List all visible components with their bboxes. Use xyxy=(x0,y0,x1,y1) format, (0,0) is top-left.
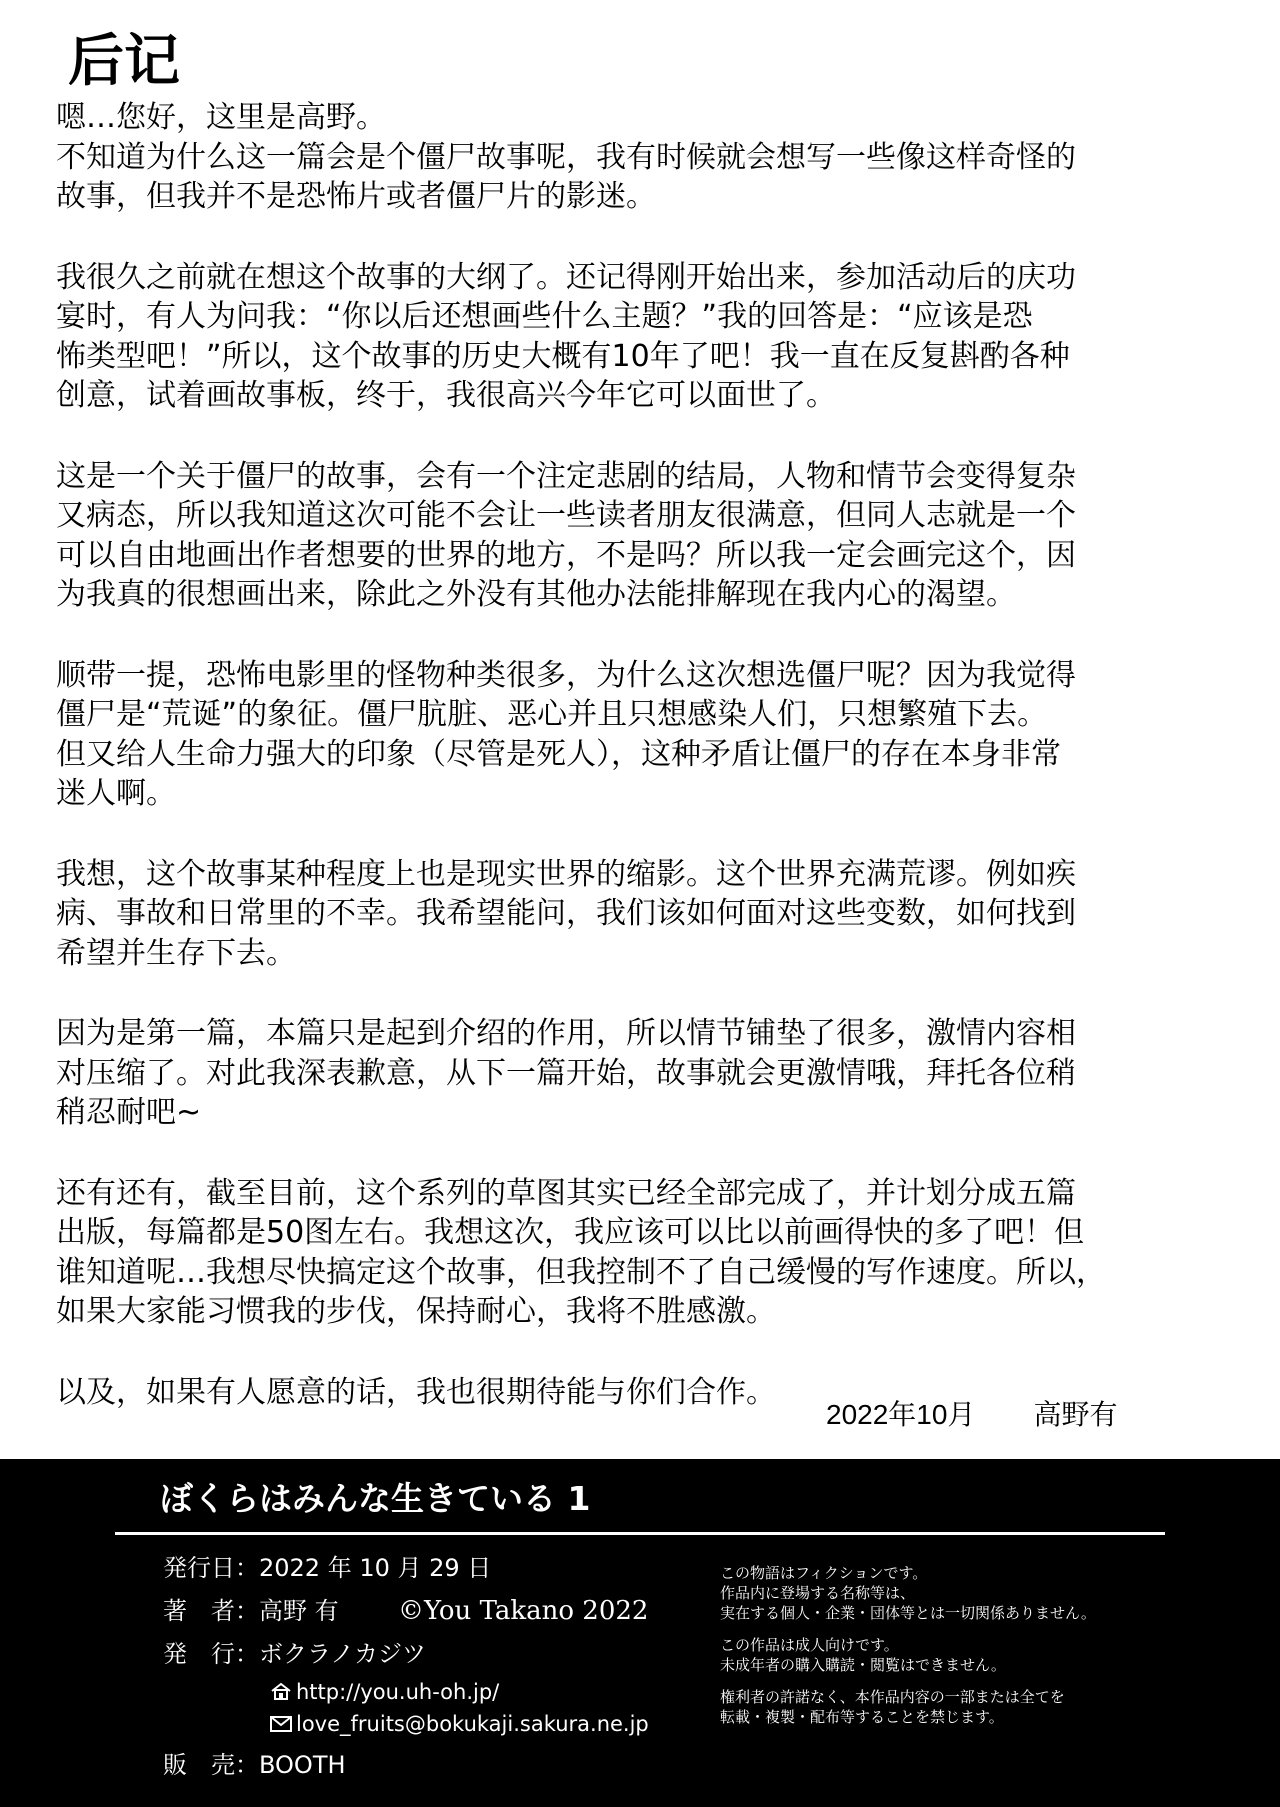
paragraph-line: 谁知道呢…我想尽快搞定这个故事，但我控制不了自己缓慢的写作速度。所以， xyxy=(56,1254,1106,1290)
afterword-paragraph xyxy=(56,98,1236,217)
disclaimer-line: 実在する個人・企業・団体等とは一切関係ありません。 xyxy=(720,1604,1096,1622)
disclaimer-line: 権利者の許諾なく、本作品内容の一部または全てを xyxy=(720,1688,1065,1706)
paragraph-line: 希望并生存下去。 xyxy=(56,935,296,971)
paragraph-line: 迷人啊。 xyxy=(56,776,176,811)
paragraph-line: 可以自由地画出作者想要的世界的地方，不是吗？所以我一定会画完这个，因 xyxy=(56,537,1076,573)
signature-author: 高野有 xyxy=(1033,1399,1118,1430)
disclaimer-block xyxy=(720,1635,1096,1675)
disclaimer-line: 転載・複製・配布等することを禁じます。 xyxy=(720,1708,1004,1726)
paragraph-line: 不知道为什么这一篇会是个僵尸故事呢，我有时候就会想写一些像这样奇怪的 xyxy=(56,139,1076,175)
disclaimer-line: この物語はフィクションです。 xyxy=(720,1564,928,1582)
paragraph-line: 这是一个关于僵尸的故事，会有一个注定悲剧的结局，人物和情节会变得复杂 xyxy=(56,458,1076,494)
paragraph-line: 僵尸是“荒诞”的象征。僵尸肮脏、恶心并且只想感染人们，只想繁殖下去。 xyxy=(56,697,1048,732)
afterword-paragraph xyxy=(56,457,1236,615)
title-rule xyxy=(115,1532,1165,1535)
page-number-digit: 0 xyxy=(13,1688,27,1712)
paragraph-line: 顺带一提，恐怖电影里的怪物种类很多，为什么这次想选僵尸呢？因为我觉得 xyxy=(56,657,1076,693)
email-row xyxy=(163,1708,649,1740)
page-number xyxy=(10,1688,30,1763)
paragraph-line: 故事，但我并不是恐怖片或者僵尸片的影迷。 xyxy=(56,179,656,214)
home-icon xyxy=(270,1677,296,1709)
afterword-paragraph xyxy=(56,1174,1236,1332)
publication-info xyxy=(163,1547,649,1787)
issue-date-row xyxy=(163,1547,649,1590)
mail-icon xyxy=(270,1709,296,1741)
paragraph-line: 我想，这个故事某种程度上也是现实世界的缩影。这个世界充满荒谬。例如疾 xyxy=(56,856,1076,892)
author-row xyxy=(163,1590,649,1633)
seller-value: BOOTH xyxy=(259,1751,346,1779)
paragraph-line: 宴时，有人为问我：“你以后还想画些什么主题？”我的回答是：“应该是恐 xyxy=(56,299,1033,334)
publisher-value: ボクラノカジツ xyxy=(259,1640,427,1668)
page-title: 后记 xyxy=(68,29,180,94)
paragraph-line: 病、事故和日常里的不幸。我希望能问，我们该如何面对这些变数，如何找到 xyxy=(56,896,1076,931)
paragraph-line: 以及，如果有人愿意的话，我也很期待能与你们合作。 xyxy=(56,1374,776,1410)
disclaimer-line: 未成年者の購入購読・閲覧はできません。 xyxy=(720,1656,1006,1674)
seller-label: 販 売： xyxy=(163,1751,259,1779)
copyright-notice: ©You Takano 2022 xyxy=(398,1596,649,1626)
paragraph-line: 还有还有，截至目前，这个系列的草图其实已经全部完成了，并计划分成五篇 xyxy=(56,1175,1076,1211)
website-row xyxy=(163,1676,649,1708)
signature xyxy=(826,1395,1117,1435)
paragraph-line: 如果大家能习惯我的步伐，保持耐心，我将不胜感激。 xyxy=(56,1294,776,1329)
author-label: 著 者： xyxy=(163,1597,259,1625)
publisher-row xyxy=(163,1633,649,1676)
afterword-body xyxy=(56,98,1236,1453)
afterword-paragraph xyxy=(56,855,1236,974)
disclaimer-line: 作品内に登場する名称等は、 xyxy=(720,1584,916,1602)
disclaimer-block xyxy=(720,1563,1096,1623)
seller-row xyxy=(163,1744,649,1787)
paragraph-line: 对压缩了。对此我深表歉意，从下一篇开始，故事就会更激情哦，拜托各位稍 xyxy=(56,1055,1076,1091)
issue-date-label: 発行日： xyxy=(163,1554,259,1582)
paragraph-line: 创意，试着画故事板，终于，我很高兴今年它可以面世了。 xyxy=(56,378,836,413)
paragraph-line: 出版，每篇都是50图左右。我想这次，我应该可以比以前画得快的多了吧！但 xyxy=(56,1215,1085,1250)
page-number-digit: 5 xyxy=(13,1713,27,1737)
disclaimer xyxy=(720,1563,1096,1739)
afterword-paragraph xyxy=(56,656,1236,814)
afterword-paragraph xyxy=(56,258,1236,416)
paragraph-line: 怖类型吧！”所以，这个故事的历史大概有10年了吧！我一直在反复斟酌各种 xyxy=(56,338,1070,374)
afterword-paragraph xyxy=(56,1014,1236,1133)
paragraph-line: 因为是第一篇，本篇只是起到介绍的作用，所以情节铺垫了很多，激情内容相 xyxy=(56,1016,1076,1051)
paragraph-line: 稍忍耐吧~ xyxy=(56,1095,202,1130)
website-link[interactable]: http://you.uh-oh.jp/ xyxy=(296,1680,500,1704)
paragraph-line: 嗯…您好，这里是高野。 xyxy=(56,100,386,135)
signature-date: 2022年10月 xyxy=(826,1399,976,1430)
colophon xyxy=(0,1459,1280,1807)
disclaimer-line: この作品は成人向けです。 xyxy=(720,1636,899,1654)
publisher-label: 発 行： xyxy=(163,1640,259,1668)
paragraph-line: 我很久之前就在想这个故事的大纲了。还记得刚开始出来，参加活动后的庆功 xyxy=(56,259,1076,295)
email-link[interactable]: love_fruits@bokukaji.sakura.ne.jp xyxy=(296,1712,649,1736)
author-value: 高野 有 xyxy=(259,1597,339,1625)
paragraph-line: 又病态，所以我知道这次可能不会让一些读者朋友很满意，但同人志就是一个 xyxy=(56,498,1076,533)
disclaimer-block xyxy=(720,1687,1096,1727)
paragraph-line: 但又给人生命力强大的印象（尽管是死人），这种矛盾让僵尸的存在本身非常 xyxy=(56,736,1061,772)
paragraph-line: 为我真的很想画出来，除此之外没有其他办法能排解现在我内心的渴望。 xyxy=(56,577,1016,612)
book-title: ぼくらはみんな生きている 1 xyxy=(160,1479,591,1518)
page-number-digit: 0 xyxy=(13,1738,27,1762)
issue-date-value: 2022 年 10 月 29 日 xyxy=(259,1554,492,1582)
